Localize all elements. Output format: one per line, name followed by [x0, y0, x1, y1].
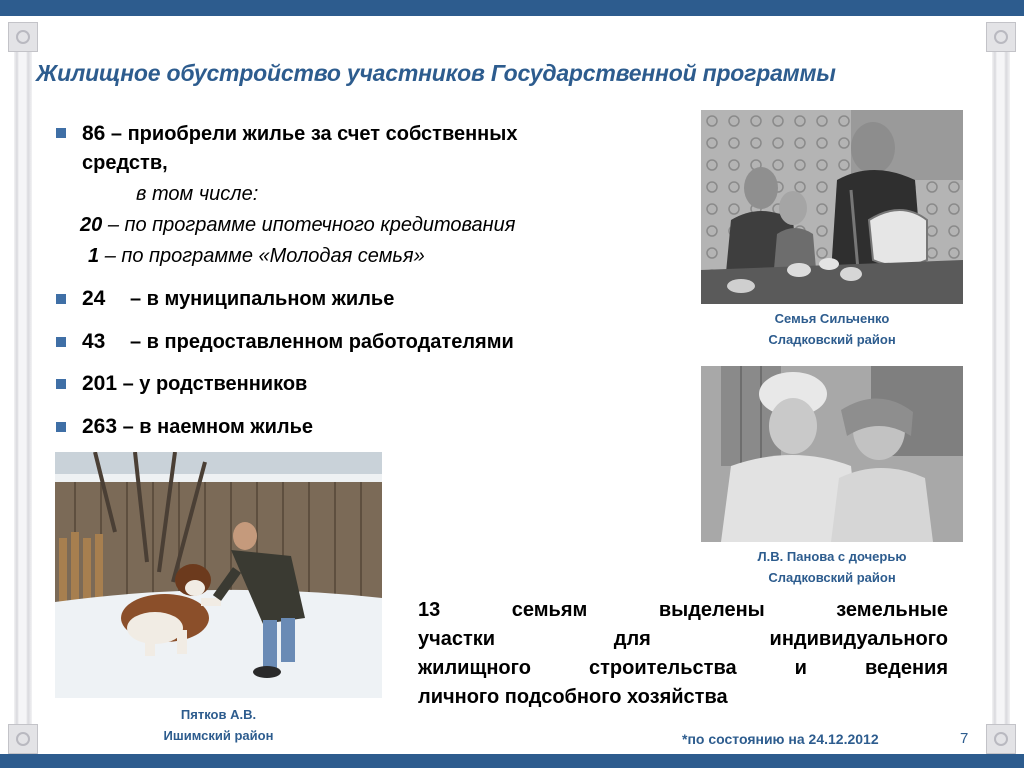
- bullet-item: [82, 122, 517, 146]
- caption-line: Пятков А.В.: [180, 707, 257, 722]
- sub-item: [80, 214, 516, 237]
- mother-daughter-photo: [701, 366, 963, 542]
- bullet-text: – приобрели жилье за счет собственных: [110, 123, 518, 145]
- bullet-item: [82, 330, 514, 354]
- bullet-number: 43: [82, 330, 106, 353]
- ornament-icon: [986, 22, 1016, 52]
- caption-line: Ишимский район: [163, 728, 274, 743]
- bullet-square-icon: [56, 379, 66, 389]
- ornament-icon: [986, 724, 1016, 754]
- slide-title: Жилищное обустройство участников Государственной программы: [36, 60, 836, 86]
- bullet-number: 86: [82, 122, 106, 145]
- bullet-number: 201: [82, 372, 118, 395]
- bullet-text: – в наемном жилье: [122, 416, 313, 438]
- bullet-text: – в предоставленном работодателями: [130, 331, 514, 353]
- bullet-number: 24: [82, 287, 106, 310]
- caption-line: Л.В. Панова с дочерью: [757, 549, 907, 564]
- caption-line: Сладковский район: [768, 570, 896, 585]
- photo-caption: [701, 546, 963, 588]
- sub-item-number: 20: [80, 214, 103, 236]
- bullet-item: [82, 287, 394, 311]
- column-shaft: [14, 52, 32, 724]
- sub-item-number: 1: [88, 245, 100, 267]
- left-column-ornament: [8, 22, 38, 754]
- column-shaft: [992, 52, 1010, 724]
- bullet-text-continuation: средств,: [82, 152, 168, 174]
- bullet-number: 263: [82, 415, 118, 438]
- ornament-icon: [8, 22, 38, 52]
- footnote: *по состоянию на 24.12.2012: [682, 731, 879, 747]
- bottom-bar: [0, 754, 1024, 768]
- photo-caption: [55, 704, 382, 746]
- bullet-square-icon: [56, 294, 66, 304]
- bullet-square-icon: [56, 337, 66, 347]
- top-bar: [0, 0, 1024, 16]
- bullet-item: [82, 415, 313, 439]
- sub-item: [88, 245, 425, 268]
- right-column-ornament: [986, 22, 1016, 754]
- caption-line: Сладковский район: [768, 332, 896, 347]
- bullet-text: – в муниципальном жилье: [130, 288, 395, 310]
- land-plots-text: семьям выделены земельные: [511, 599, 948, 621]
- land-plots-line: личного подсобного хозяйства: [418, 686, 728, 708]
- land-plots-line: участки для индивидуального: [418, 628, 948, 650]
- caption-line: Семья Сильченко: [774, 311, 890, 326]
- bullet-square-icon: [56, 128, 66, 138]
- land-plots-number: 13: [418, 599, 441, 621]
- ornament-icon: [8, 724, 38, 754]
- family-photo: [701, 110, 963, 304]
- land-plots-line: жилищного строительства и ведения: [418, 657, 948, 679]
- bullet-item: [82, 372, 307, 396]
- page-number: 7: [960, 730, 969, 747]
- bullet-text: – у родственников: [122, 373, 308, 395]
- sub-item-text: – по программе ипотечного кредитования: [107, 214, 516, 236]
- sub-item-text: – по программе «Молодая семья»: [104, 245, 425, 267]
- land-plots-line: [418, 596, 948, 625]
- man-with-dog-photo: [55, 452, 382, 698]
- sub-intro: в том числе:: [136, 183, 259, 205]
- bullet-square-icon: [56, 422, 66, 432]
- photo-caption: [701, 308, 963, 350]
